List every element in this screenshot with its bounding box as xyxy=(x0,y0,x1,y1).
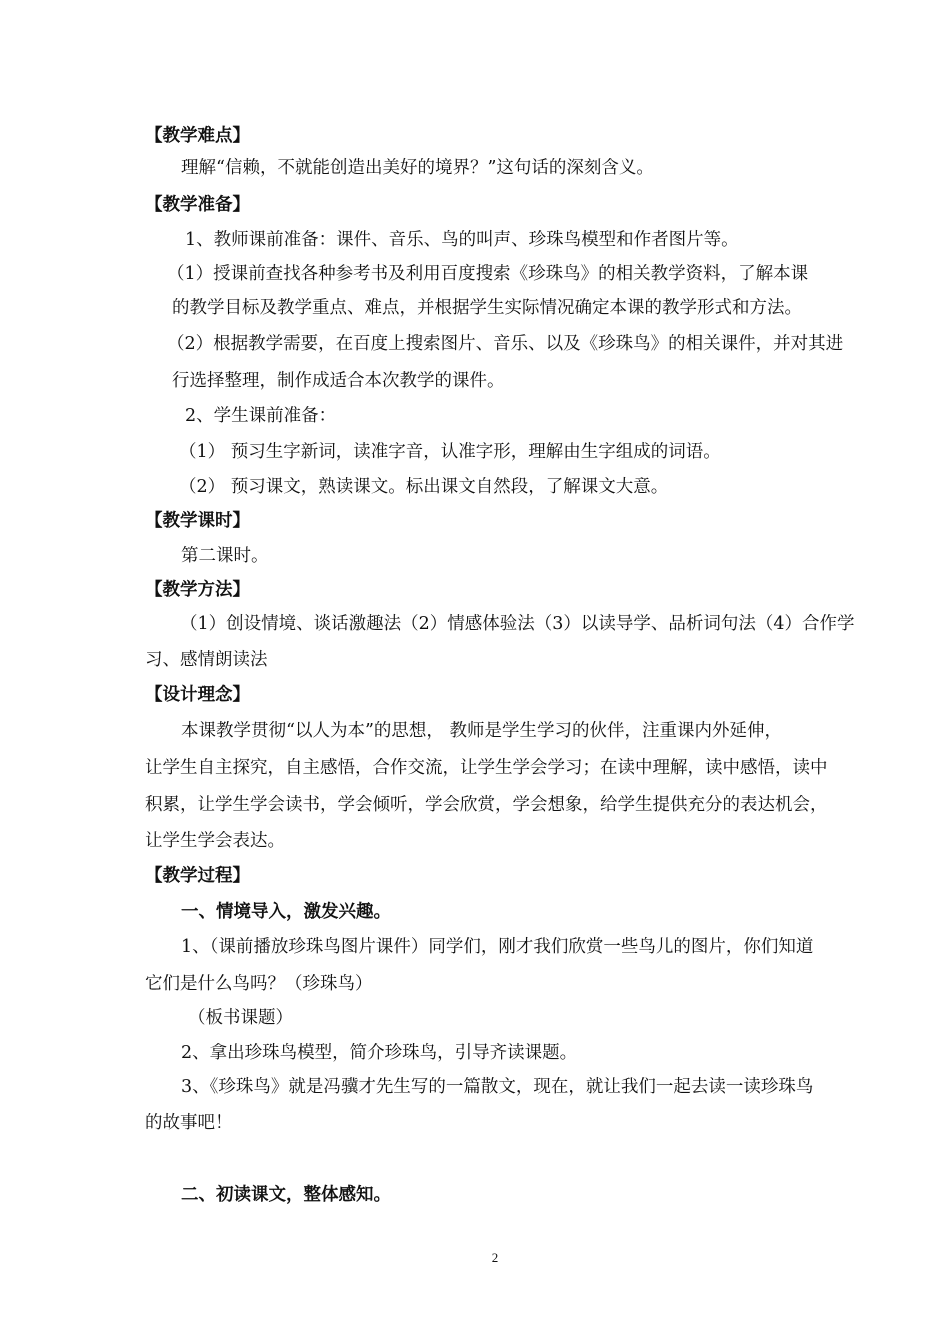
heading-difficulty: 【教学难点】 xyxy=(145,126,250,146)
heading-preparation: 【教学准备】 xyxy=(145,195,250,215)
process-item1-line1: 1、（课前播放珍珠鸟图片课件）同学们，刚才我们欣赏一些鸟儿的图片，你们知道 xyxy=(181,937,814,957)
teacher-prep-2-line1: （2）根据教学需要，在百度上搜索图片、音乐、以及《珍珠鸟》的相关课件，并对其进 xyxy=(167,334,844,354)
heading-class-hours: 【教学课时】 xyxy=(145,511,250,531)
teacher-prep-2-line2: 行选择整理，制作成适合本次教学的课件。 xyxy=(172,371,505,391)
student-prep-1: （1） 预习生字新词，读准字音，认准字形，理解由生字组成的词语。 xyxy=(179,442,721,462)
section2-title: 二、初读课文，整体感知。 xyxy=(181,1185,391,1205)
difficulty-text: 理解“信赖，不就能创造出美好的境界？”这句话的深刻含义。 xyxy=(181,158,654,178)
student-prep-2: （2） 预习课文，熟读课文。标出课文自然段，了解课文大意。 xyxy=(179,477,669,497)
heading-process: 【教学过程】 xyxy=(145,866,250,886)
design-concept-line4: 让学生学会表达。 xyxy=(145,831,285,851)
class-hours-text: 第二课时。 xyxy=(181,546,269,566)
teacher-prep-1-line2: 的教学目标及教学重点、难点，并根据学生实际情况确定本课的教学形式和方法。 xyxy=(172,298,802,318)
heading-methods: 【教学方法】 xyxy=(145,580,250,600)
methods-line2: 习、感情朗读法 xyxy=(145,650,268,670)
process-item3-line2: 的故事吧！ xyxy=(145,1113,233,1133)
process-item3-line1: 3、《珍珠鸟》就是冯骥才先生写的一篇散文，现在，就让我们一起去读一读珍珠鸟 xyxy=(181,1077,814,1097)
design-concept-line3: 积累，让学生学会读书，学会倾听，学会欣赏，学会想象，给学生提供充分的表达机会， xyxy=(145,795,828,815)
heading-design-concept: 【设计理念】 xyxy=(145,685,250,705)
teacher-preparation: 1、教师课前准备：课件、音乐、鸟的叫声、珍珠鸟模型和作者图片等。 xyxy=(185,230,739,250)
design-concept-line2: 让学生自主探究，自主感悟，合作交流，让学生学会学习；在读中理解，读中感悟，读中 xyxy=(145,758,828,778)
design-concept-line1: 本课教学贯彻“以人为本”的思想， 教师是学生学习的伙伴，注重课内外延伸， xyxy=(181,721,782,741)
board-title: （板书课题） xyxy=(188,1008,293,1028)
process-item2: 2、拿出珍珠鸟模型，简介珍珠鸟，引导齐读课题。 xyxy=(181,1043,578,1063)
methods-line1: （1）创设情境、谈话激趣法（2）情感体验法（3）以读导学、品析词句法（4）合作学 xyxy=(180,614,855,634)
page-number: 2 xyxy=(491,1250,499,1265)
teacher-prep-1-line1: （1）授课前查找各种参考书及利用百度搜索《珍珠鸟》的相关教学资料，了解本课 xyxy=(167,264,809,284)
student-preparation: 2、学生课前准备： xyxy=(185,406,337,426)
section1-title: 一、情境导入，激发兴趣。 xyxy=(181,902,391,922)
process-item1-line2: 它们是什么鸟吗？（珍珠鸟） xyxy=(145,974,373,994)
